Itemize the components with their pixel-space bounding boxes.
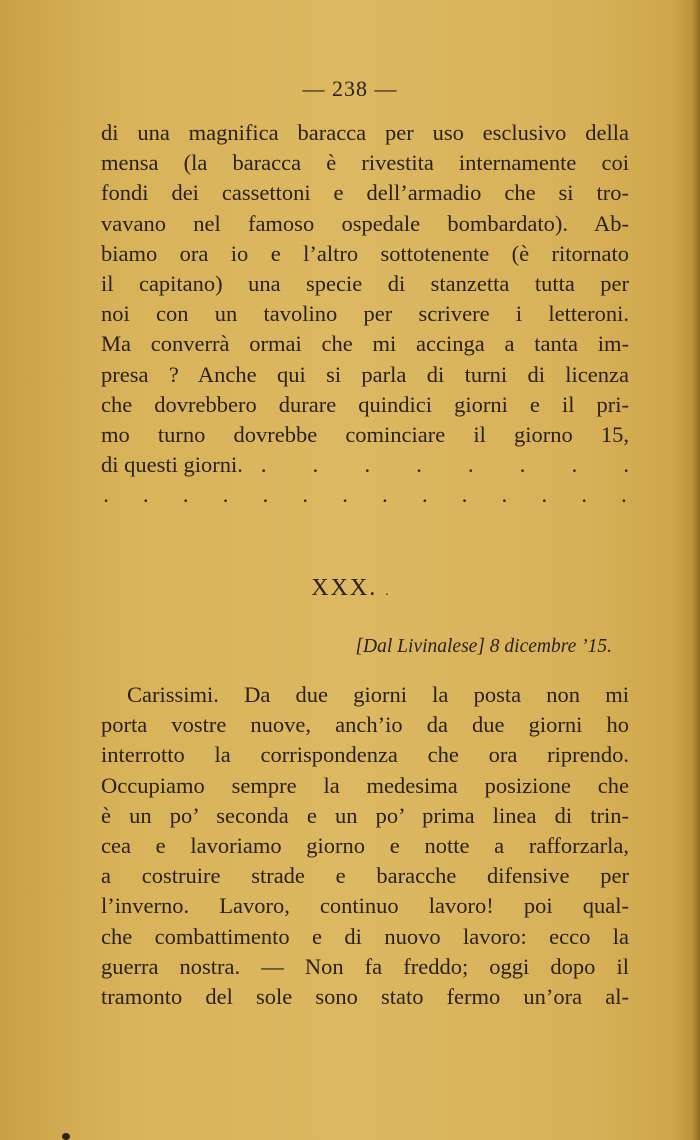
heading-mark: . — [385, 584, 389, 599]
ink-speck — [62, 1133, 70, 1140]
text-line: mensa (la baracca è rivestita internamente coi — [101, 150, 629, 176]
text-line: Carissimi. Da due giorni la posta non mi — [127, 682, 629, 707]
text-line: porta vostre nuove, anch’io da due giorni ho — [101, 712, 629, 738]
text-line: che dovrebbero durare quindici giorni e il pri- — [101, 391, 629, 417]
text-line: mo turno dovrebbe cominciare il giorno 15, — [101, 421, 629, 447]
text-line: biamo ora io e l’altro sottotenente (è ritornato — [101, 240, 629, 266]
ellipsis-line: . . . . . . . . . . . . . . — [103, 482, 627, 508]
text-line-end: di questi giorni. — [101, 452, 243, 478]
text-line: il capitano) una specie di stanzetta tutta per — [101, 270, 629, 296]
text-line: guerra nostra. — Non fa freddo; oggi dopo il — [101, 953, 629, 979]
section-number: XXX. — [311, 575, 378, 601]
text-line: noi con un tavolino per scrivere i letteroni. — [101, 301, 629, 327]
paragraph-letter-end — [101, 118, 629, 510]
text-line: Occupiamo sempre la medesima posizione che — [101, 772, 629, 798]
letter-dateline: [Dal Livinalese] 8 dicembre ’15. — [355, 636, 612, 657]
text-line: di una magnifica baracca per uso esclusivo della — [101, 120, 629, 145]
text-line: fondi dei cassettoni e dell’armadio che si tro- — [101, 180, 629, 206]
page-edge-shadow — [692, 0, 700, 1140]
section-heading — [0, 575, 700, 602]
text-line-with-ellipsis — [101, 450, 629, 480]
ellipsis-dots: . . . . . . . . — [260, 452, 629, 478]
text-line: vavano nel famoso ospedale bombardato). Ab- — [101, 210, 629, 236]
text-line: a costruire strade e baracche difensive per — [101, 863, 629, 889]
text-line: interrotto la corrispondenza che ora riprendo. — [101, 742, 629, 768]
text-line: cea e lavoriamo giorno e notte a rafforzarla, — [101, 832, 629, 858]
text-line: presa ? Anche qui si parla di turni di licenza — [101, 361, 629, 387]
text-line: tramonto del sole sono stato fermo un’ora al- — [101, 983, 629, 1009]
page-number: — 238 — — [302, 76, 398, 101]
text-line: è un po’ seconda e un po’ prima linea di trin- — [101, 802, 629, 828]
text-line: l’inverno. Lavoro, continuo lavoro! poi qual- — [101, 893, 629, 919]
text-line: Ma converrà ormai che mi accinga a tanta im- — [101, 331, 629, 357]
paragraph-letter-body — [101, 680, 629, 1012]
text-line: che combattimento e di nuovo lavoro: ecco la — [101, 923, 629, 949]
